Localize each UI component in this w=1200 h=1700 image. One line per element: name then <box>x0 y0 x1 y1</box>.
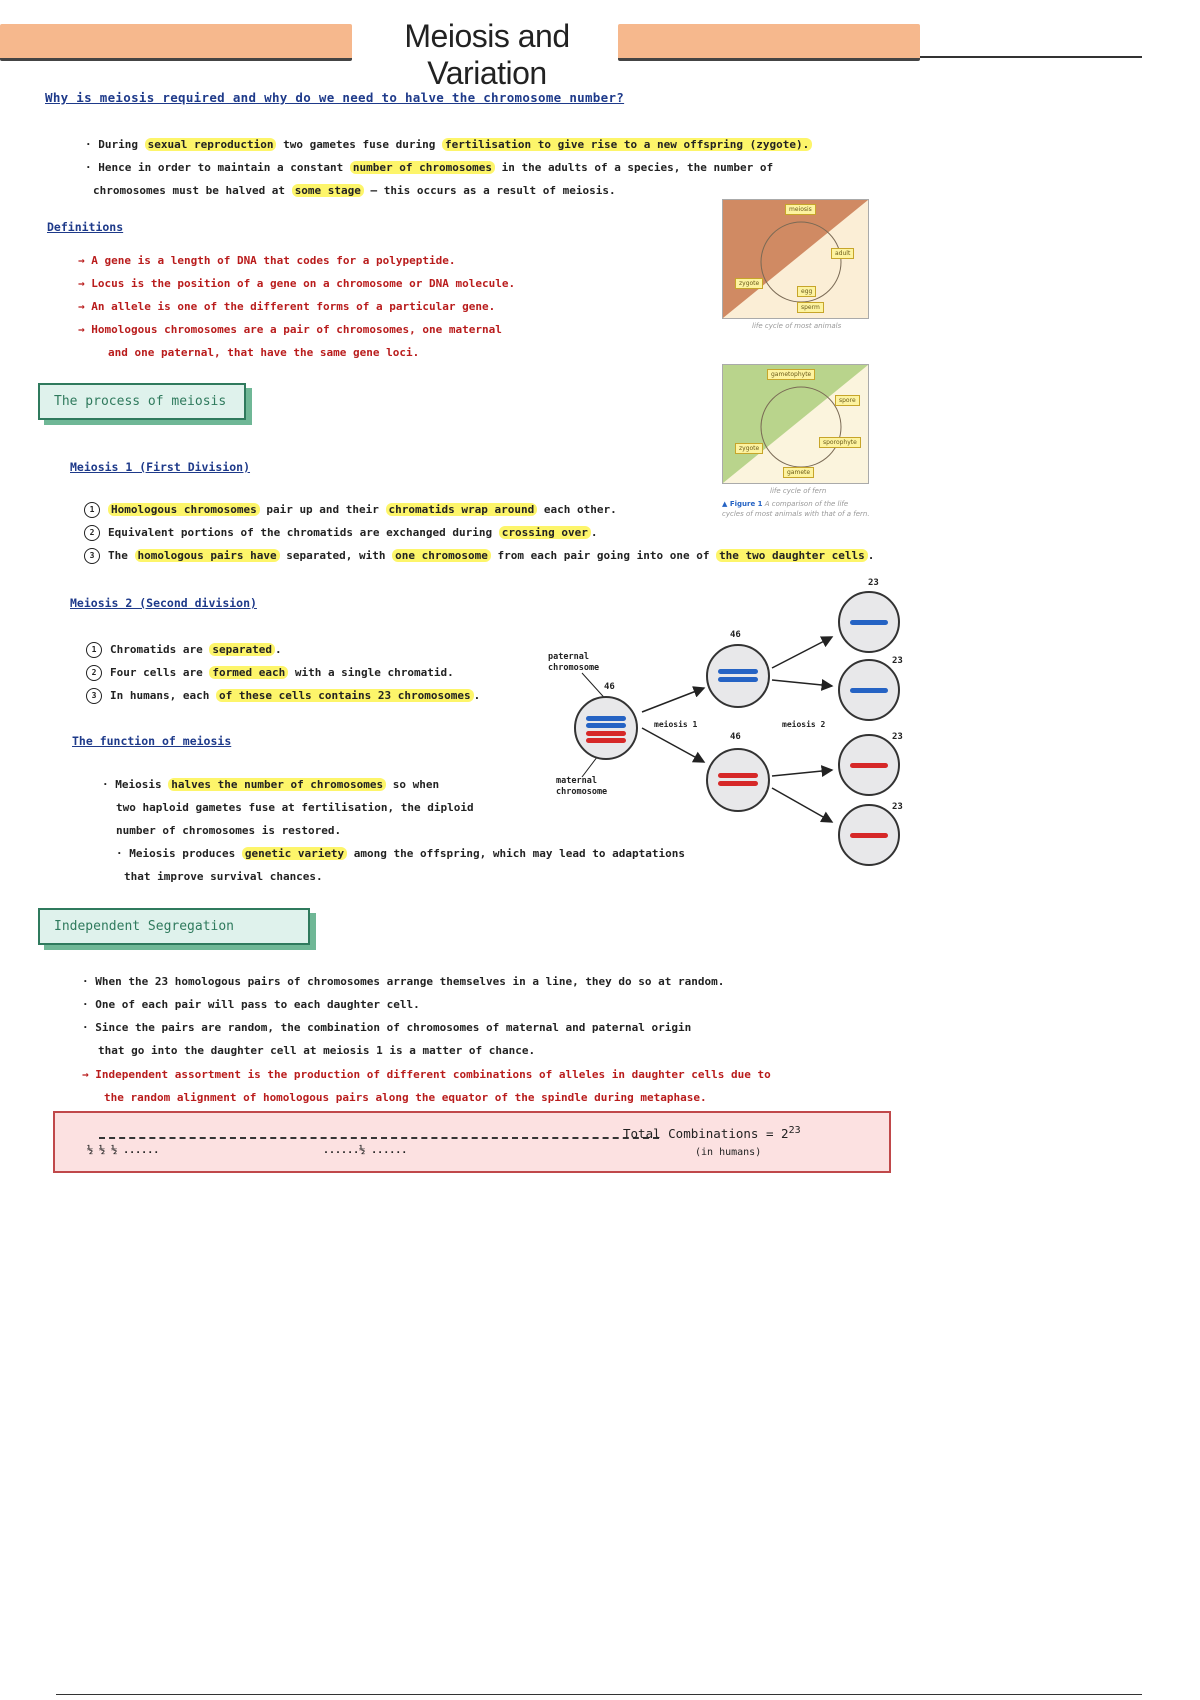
meiosis-2-step-3: 3 In humans, each of these cells contains 23 chromosomes . <box>86 688 480 704</box>
meiosis-2-label: meiosis 2 <box>782 720 826 729</box>
figure-1-title: ▲ Figure 1 A comparison of the life cycles of most animals with that of a fern. <box>722 500 870 518</box>
daughter-cell-4 <box>838 804 900 866</box>
figure-animal-life-cycle <box>722 199 869 319</box>
meiosis-2-step-2: 2 Four cells are formed each with a single chromatid. <box>86 665 454 681</box>
independent-segregation-heading: Independent Segregation <box>38 908 310 945</box>
meiosis-1-step-1: 1 Homologous chromosomes pair up and their chromatids wrap around each other. <box>84 502 617 518</box>
mid-top-chromosomes <box>708 646 768 706</box>
meiosis-1-label: meiosis 1 <box>654 720 698 729</box>
definitions-heading: Definitions <box>47 220 124 234</box>
maternal-chromosome-label: maternal chromosome <box>556 776 608 797</box>
daughter-1-chromosome <box>840 593 898 651</box>
daughter-4-count: 23 <box>892 802 903 812</box>
fig2-label-gametophyte: gametophyte <box>767 369 815 380</box>
function-line-4: · Meiosis produces genetic variety among the offspring, which may lead to adaptations <box>116 847 685 860</box>
daughter-cell-2 <box>838 659 900 721</box>
segregation-line-4: that go into the daughter cell at meiosis 1 is a matter of chance. <box>98 1044 536 1057</box>
definition-locus: → Locus is the position of a gene on a chromosome or DNA molecule. <box>78 277 516 290</box>
meiosis-1-heading: Meiosis 1 (First Division) <box>70 460 251 474</box>
daughter-2-count: 23 <box>892 656 903 666</box>
animal-cycle-graphic <box>723 200 868 318</box>
function-line-2: two haploid gametes fuse at fertilisation, the diploid <box>116 801 474 814</box>
function-line-1: · Meiosis halves the number of chromosomes so when <box>102 778 440 791</box>
combo-total-label: Total Combinations = $2^{23}$ <box>623 1125 801 1142</box>
definition-homologous: → Homologous chromosomes are a pair of chromosomes, one maternal <box>78 323 502 336</box>
combo-fractions-mid: ......½ ...... <box>323 1145 408 1156</box>
segregation-line-1: · When the 23 homologous pairs of chromosomes arrange themselves in a line, they do so at random. <box>82 975 725 988</box>
figure-fern-life-cycle <box>722 364 869 484</box>
daughter-4-chromosome <box>840 806 898 864</box>
daughter-3-chromosome <box>840 736 898 794</box>
title-underline <box>920 56 1142 58</box>
parent-cell <box>574 696 638 760</box>
combo-fractions-left: ½ ½ ½ ...... <box>87 1145 160 1156</box>
figure-animal-caption: life cycle of most animals <box>752 322 842 330</box>
meiosis-1-step-3: 3 The homologous pairs have separated, with one chromosome from each pair going into one of the two daughter cells . <box>84 548 874 564</box>
function-line-5: that improve survival chances. <box>124 870 323 883</box>
fig2-label-gamete: gamete <box>783 467 814 478</box>
combo-in-humans: (in humans) <box>695 1147 762 1158</box>
daughter-1-count: 23 <box>868 578 879 588</box>
independent-assortment-def: → Independent assortment is the production of different combinations of alleles in daughter cells due to <box>82 1068 771 1081</box>
combo-dashes <box>99 1137 659 1139</box>
segregation-line-2: · One of each pair will pass to each daughter cell. <box>82 998 420 1011</box>
daughter-2-chromosome <box>840 661 898 719</box>
intro-line-1: · During sexual reproduction two gametes fuse during fertilisation to give rise to a new offspring (zygote). <box>85 138 812 151</box>
intro-line-2: · Hence in order to maintain a constant number of chromosomes in the adults of a species, the number of <box>85 161 774 174</box>
fig1-label-zygote: zygote <box>735 278 763 289</box>
definition-allele: → An allele is one of the different forms of a particular gene. <box>78 300 496 313</box>
mid-bottom-chromosomes <box>708 750 768 810</box>
page-title: Meiosis and Variation <box>404 18 570 91</box>
fig2-label-zygote: zygote <box>735 443 763 454</box>
bottom-rule <box>56 1694 1142 1695</box>
intro-line-3: chromosomes must be halved at some stage — this occurs as a result of meiosis. <box>93 184 616 197</box>
definition-homologous-cont: and one paternal, that have the same gene loci. <box>108 346 420 359</box>
meiosis-1-cell-bottom <box>706 748 770 812</box>
parent-chromosomes <box>576 698 636 758</box>
function-of-meiosis-heading: The function of meiosis <box>72 734 232 748</box>
fig1-label-adult: adult <box>831 248 854 259</box>
meiosis-2-step-1: 1 Chromatids are separated . <box>86 642 282 658</box>
title-bar-left <box>0 24 352 61</box>
fig1-label-meiosis: meiosis <box>785 204 816 215</box>
daughter-3-count: 23 <box>892 732 903 742</box>
daughter-cell-1 <box>838 591 900 653</box>
function-line-3: number of chromosomes is restored. <box>116 824 342 837</box>
paternal-chromosome-label: paternal chromosome <box>548 652 600 673</box>
total-combinations-box <box>53 1111 891 1173</box>
figure-fern-caption: life cycle of fern <box>770 487 827 495</box>
title-bar-right <box>618 24 920 61</box>
mid-top-count: 46 <box>730 630 741 640</box>
segregation-line-3: · Since the pairs are random, the combination of chromosomes of maternal and paternal origin <box>82 1021 692 1034</box>
meiosis-1-cell-top <box>706 644 770 708</box>
fig2-label-sporophyte: sporophyte <box>819 437 861 448</box>
fig1-label-sperm: sperm <box>797 302 824 313</box>
parent-chromosome-count: 46 <box>604 682 615 692</box>
fig1-label-egg: egg <box>797 286 816 297</box>
definition-gene: → A gene is a length of DNA that codes for a polypeptide. <box>78 254 456 267</box>
meiosis-2-heading: Meiosis 2 (Second division) <box>70 596 257 610</box>
mid-bottom-count: 46 <box>730 732 741 742</box>
process-of-meiosis-heading: The process of meiosis <box>38 383 246 420</box>
independent-assortment-def-cont: the random alignment of homologous pairs along the equator of the spindle during metaphase. <box>104 1091 707 1104</box>
fern-cycle-graphic <box>723 365 868 483</box>
meiosis-1-step-2: 2 Equivalent portions of the chromatids are exchanged during crossing over . <box>84 525 597 541</box>
fig2-label-spore: spore <box>835 395 860 406</box>
daughter-cell-3 <box>838 734 900 796</box>
intro-question: Why is meiosis required and why do we need to halve the chromosome number? <box>45 90 625 105</box>
